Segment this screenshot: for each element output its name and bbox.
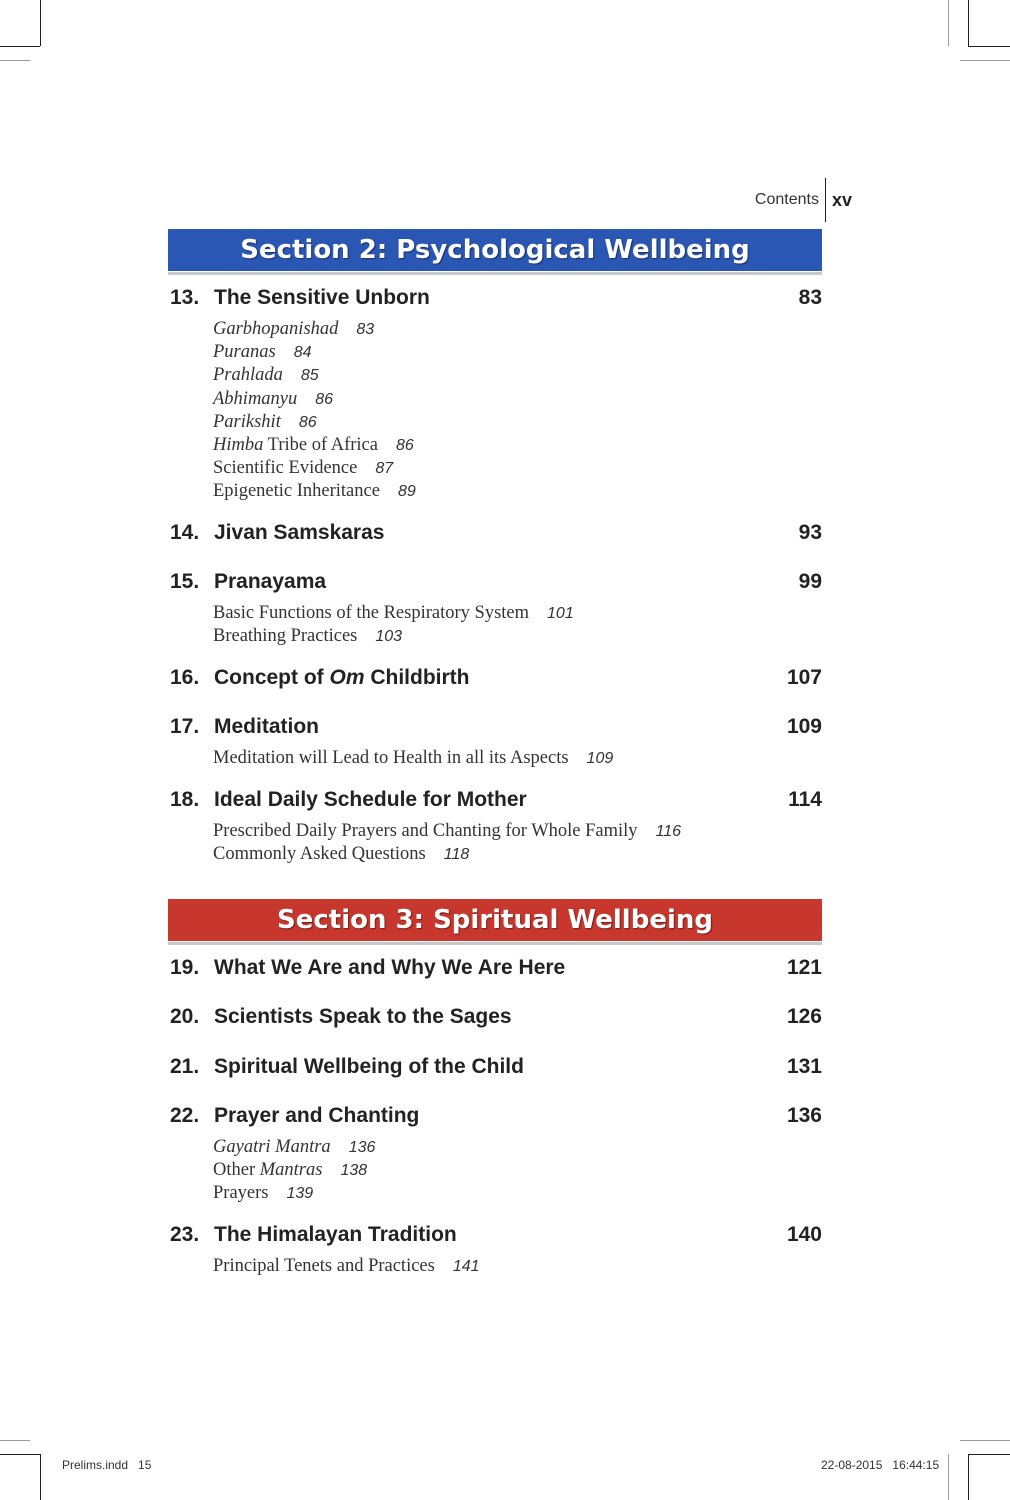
toc-chapter-21 (170, 1055, 822, 1083)
toc-subentry: Himba Tribe of Africa 86 (213, 435, 414, 456)
toc-chapter-19 (170, 956, 822, 984)
chapter-number: 18. (170, 788, 200, 811)
chapter-number: 23. (170, 1223, 200, 1246)
chapter-number: 16. (170, 666, 200, 689)
toc-subentry: Scientific Evidence 87 (213, 458, 394, 479)
toc-subentry: Prescribed Daily Prayers and Chanting for Whole Family 116 (213, 821, 682, 841)
toc-subentry: Garbhopanishad 83 (213, 319, 375, 339)
crop-mark (0, 1454, 40, 1455)
chapter-number: 19. (170, 956, 200, 979)
chapter-page: 109 (786, 715, 822, 738)
chapter-title: Ideal Daily Schedule for Mother (214, 788, 527, 811)
crop-mark (968, 0, 969, 46)
toc-subentry: Parikshit 86 (213, 411, 317, 432)
toc-subentry: Breathing Practices 103 (213, 626, 403, 647)
toc-subentry: Gayatri Mantra 136 (213, 1137, 376, 1157)
header-label: Contents (754, 191, 819, 208)
toc-chapter-16 (170, 666, 822, 694)
toc-chapter-23 (170, 1223, 822, 1278)
footer-date: 22-08-2015 (821, 1458, 883, 1472)
toc-chapter-22 (170, 1104, 822, 1206)
chapter-number: 15. (170, 570, 200, 593)
crop-mark (968, 1454, 1010, 1455)
chapter-title: The Sensitive Unborn (214, 286, 430, 309)
chapter-number: 13. (170, 286, 200, 309)
toc-chapter-15 (170, 570, 822, 648)
chapter-number: 14. (170, 521, 200, 544)
chapter-page: 136 (786, 1104, 822, 1127)
chapter-page: 140 (786, 1223, 822, 1246)
toc-subentry: Prayers 139 (213, 1183, 314, 1204)
chapter-title: What We Are and Why We Are Here (214, 956, 566, 979)
footer-file-page: 15 (138, 1458, 152, 1472)
chapter-title: The Himalayan Tradition (214, 1223, 457, 1246)
crop-mark (0, 60, 30, 61)
section-title: Section 2: Psychological Wellbeing (240, 235, 750, 265)
crop-mark (40, 0, 41, 46)
header-page-number: xv (831, 189, 852, 210)
chapter-title: Spiritual Wellbeing of the Child (214, 1055, 524, 1078)
chapter-page: 121 (786, 956, 822, 979)
crop-mark (40, 1454, 41, 1500)
chapter-page: 126 (786, 1005, 822, 1028)
chapter-title: Concept of Om Childbirth (214, 666, 470, 689)
crop-mark (0, 46, 40, 47)
section-title: Section 3: Spiritual Wellbeing (277, 905, 713, 935)
chapter-number: 20. (170, 1005, 200, 1028)
crop-mark (948, 1454, 949, 1500)
footer-timestamp (821, 1458, 939, 1472)
chapter-title: Jivan Samskaras (214, 521, 385, 544)
chapter-page: 131 (786, 1055, 822, 1078)
toc-chapter-14 (170, 521, 822, 549)
crop-mark (968, 46, 1010, 47)
toc-subentry: Commonly Asked Questions 118 (213, 844, 470, 865)
running-header (755, 178, 852, 222)
section-2-banner (168, 229, 822, 271)
chapter-title: Scientists Speak to the Sages (214, 1005, 512, 1028)
chapter-page: 114 (788, 788, 822, 811)
toc-subentry: Meditation will Lead to Health in all its Aspects 109 (213, 748, 614, 768)
chapter-page: 99 (798, 570, 822, 593)
toc-subentry: Abhimanyu 86 (213, 388, 334, 409)
crop-mark (968, 1454, 969, 1500)
chapter-page: 83 (798, 286, 822, 309)
toc-subentry: Other Mantras 138 (213, 1160, 368, 1181)
toc-chapter-13 (170, 286, 822, 504)
chapter-title: Pranayama (214, 570, 327, 593)
chapter-title: Meditation (214, 715, 319, 738)
toc-subentry: Principal Tenets and Practices 141 (213, 1256, 480, 1276)
crop-mark (0, 1440, 30, 1441)
chapter-number: 17. (170, 715, 200, 738)
toc-subentry: Epigenetic Inheritance 89 (213, 481, 416, 502)
toc-chapter-18 (170, 788, 822, 866)
chapter-title: Prayer and Chanting (214, 1104, 420, 1127)
chapter-number: 21. (170, 1055, 200, 1078)
toc-chapter-20 (170, 1005, 822, 1033)
crop-mark (960, 1440, 1010, 1441)
toc-subentry: Prahlada 85 (213, 365, 319, 386)
footer-time: 16:44:15 (892, 1458, 940, 1472)
toc-chapter-17 (170, 715, 822, 770)
header-divider (825, 178, 826, 222)
toc-subentry: Puranas 84 (213, 342, 312, 363)
crop-mark (960, 60, 1010, 61)
chapter-page: 107 (786, 666, 822, 689)
chapter-number: 22. (170, 1104, 200, 1127)
crop-mark (948, 0, 949, 46)
footer-filename: Prelims.indd (62, 1458, 129, 1472)
chapter-page: 93 (798, 521, 822, 544)
toc-subentry: Basic Functions of the Respiratory System 101 (213, 603, 574, 623)
section-3-banner (168, 899, 822, 941)
footer-file-info (62, 1458, 151, 1472)
